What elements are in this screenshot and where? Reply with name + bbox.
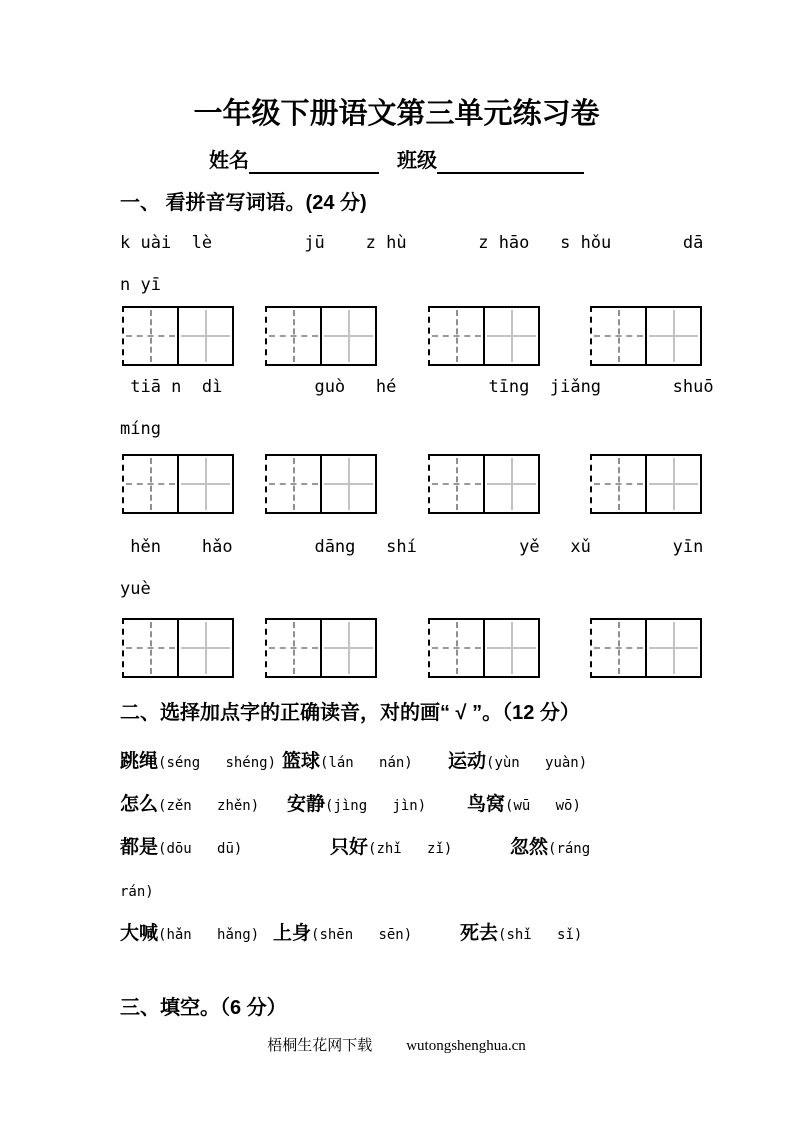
writing-grid-cell [177,456,232,512]
pinyin-line-2: tiā n dì guò hé tīng jiǎng shuō [120,377,714,397]
writing-grid-cell [267,456,320,512]
writing-grid-cell [483,308,538,364]
name-class-line [0,148,793,174]
writing-grid-block [265,306,377,366]
writing-grid-block [122,618,234,678]
page-title: 一年级下册语文第三单元练习卷 [193,98,600,130]
reading-choice-row-2 [120,783,793,826]
choice-pinyin-options: (shēn sēn) [311,927,413,943]
writing-grid-block [265,454,377,514]
writing-grid-block [590,618,702,678]
choice-pinyin-options: (yùn yuàn) [486,755,588,771]
reading-choice-item [510,826,590,871]
reading-choice-item [120,783,259,828]
choice-word: 篮球 [282,751,321,772]
choice-word: 怎么 [120,794,159,815]
name-blank-field [249,148,379,174]
writing-grid-cell [592,308,645,364]
reading-choice-item [460,912,582,957]
pinyin-line-3: hěn hǎo dāng shí yě xǔ yīn [120,537,704,557]
choice-pinyin-options: (lán nán) [320,755,413,771]
choice-word: 都是 [120,837,159,858]
writing-grid-block [428,306,540,366]
writing-grid-block [122,454,234,514]
reading-choice-item [467,783,581,828]
reading-choice-item [282,740,413,785]
pinyin-line-1: k uài lè jū z hù z hāo s hǒu dā [120,233,704,253]
pinyin-line-2-wrap: míng [120,419,161,439]
reading-choice-item [287,783,426,828]
writing-grid-cell [430,620,483,676]
writing-grid-block [590,306,702,366]
pinyin-line-3-wrap: yuè [120,579,151,599]
writing-grid-cell [124,456,177,512]
reading-choice-row-3-wrap [120,869,793,912]
choice-word: 忽然 [510,837,549,858]
writing-grid-cell [645,620,700,676]
writing-grid-cell [177,620,232,676]
writing-grid-cell [267,308,320,364]
reading-choice-row-1 [120,740,793,783]
reading-choice-item [120,869,154,914]
class-field-label: 班级 [397,150,437,172]
choice-pinyin-options: (dōu dū) [158,841,243,857]
footer-site-name: 梧桐生花网下载 [267,1038,373,1054]
choice-word: 死去 [460,923,499,944]
name-field-label: 姓名 [209,150,249,172]
writing-grid-block [590,454,702,514]
choice-pinyin-options: (zhǐ zǐ) [368,841,453,857]
writing-grid-cell [592,620,645,676]
writing-grid-block [265,618,377,678]
choice-word: 只好 [330,837,369,858]
writing-grid-cell [124,308,177,364]
writing-grid-cell [320,456,375,512]
reading-choice-item [120,740,276,785]
section-2-heading: 二、选择加点字的正确读音，对的画“ √ ”。（12 分） [120,702,580,724]
choice-word: 鸟窝 [467,794,506,815]
choice-pinyin-options: (zěn zhěn) [158,798,260,814]
reading-choice-item [273,912,412,957]
choice-pinyin-options: (ráng [548,841,591,857]
writing-grid-row-1 [120,306,793,366]
writing-grid-cell [592,456,645,512]
choice-word: 上身 [273,923,312,944]
choice-pinyin-options: (shǐ sǐ) [498,927,583,943]
writing-grid-cell [645,308,700,364]
writing-grid-cell [430,456,483,512]
pinyin-line-1-wrap: n yī [120,275,161,295]
writing-grid-cell [320,620,375,676]
section-1-heading: 一、 看拼音写词语。(24 分) [120,192,367,214]
choice-pinyin-options: (wū wō) [505,798,581,814]
writing-grid-row-2 [120,454,793,514]
writing-grid-cell [124,620,177,676]
writing-grid-cell [267,620,320,676]
writing-grid-cell [483,620,538,676]
choice-pinyin-options: rán) [120,884,154,900]
choice-word: 安静 [287,794,326,815]
choice-word: 大喊 [120,923,159,944]
page-footer [0,1036,793,1056]
section-3-heading: 三、填空。（6 分） [120,997,287,1019]
reading-choice-item [120,912,259,957]
class-blank-field [437,148,584,174]
reading-choice-item [330,826,452,871]
writing-grid-cell [430,308,483,364]
writing-grid-block [428,618,540,678]
reading-choice-item [448,740,587,785]
writing-grid-cell [320,308,375,364]
writing-grid-cell [483,456,538,512]
writing-grid-block [122,306,234,366]
writing-grid-block [428,454,540,514]
choice-word: 运动 [448,751,487,772]
choice-pinyin-options: (hǎn hǎng) [158,927,260,943]
reading-choice-row-3 [120,826,793,869]
choice-word: 跳绳 [120,751,159,772]
reading-choice-row-4 [120,912,793,955]
choice-pinyin-options: (séng shéng) [158,755,277,771]
writing-grid-cell [177,308,232,364]
footer-site-url: wutongshenghua.cn [406,1038,526,1054]
writing-grid-cell [645,456,700,512]
reading-choice-item [120,826,242,871]
writing-grid-row-3 [120,618,793,678]
choice-pinyin-options: (jìng jìn) [325,798,427,814]
